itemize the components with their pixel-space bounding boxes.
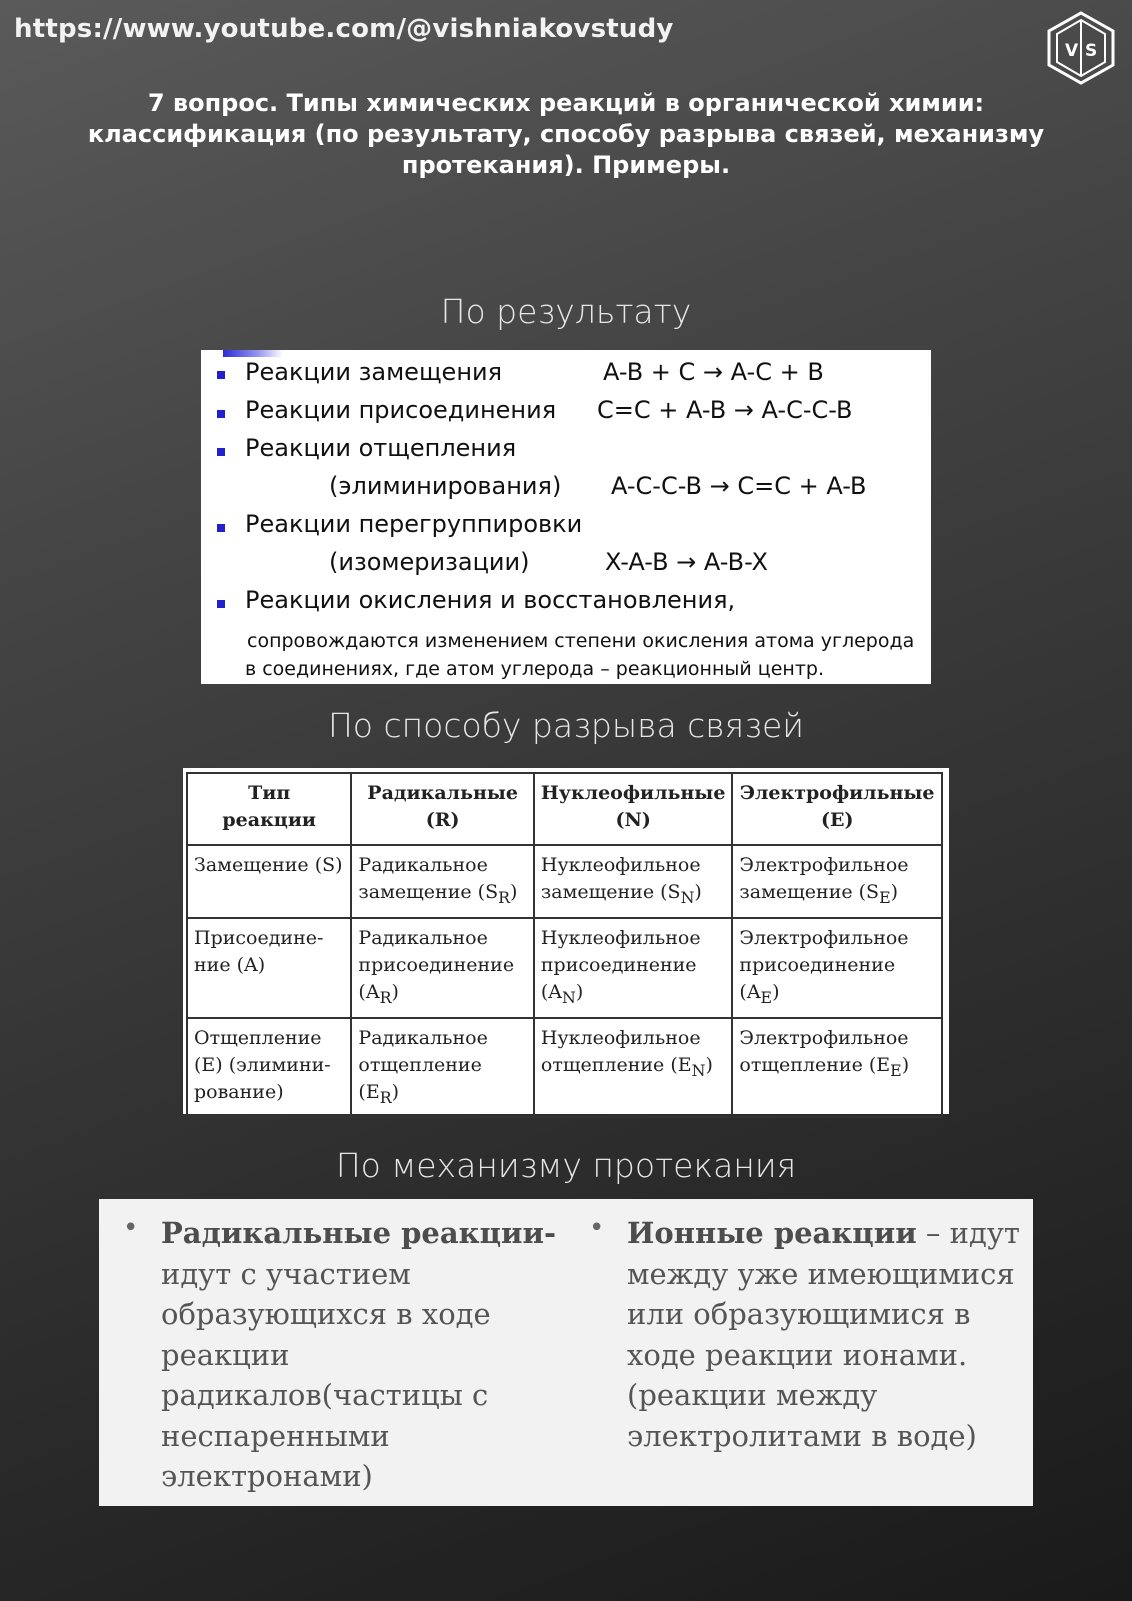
cell-line: ) [705,1053,713,1076]
header-line: Радикальные [367,782,519,804]
title-line: протекания). Примеры. [401,151,731,179]
cell-radical [351,845,533,918]
cell-type [187,845,351,918]
cell-line: отщепление (E [358,1053,482,1103]
header-line: реакции [222,809,317,831]
section-title-bond-breaking: По способу разрыва связей [327,706,805,745]
rearrangement-formula: X-A-B → A-B-X [605,548,768,576]
cell-line: замещение (S [358,881,499,903]
subscript: E [890,1060,902,1080]
radical-line: неспаренными [161,1418,390,1453]
cell-line: ) [901,1053,910,1076]
cell-line: рование) [194,1080,284,1103]
cell-electrophilic [732,1018,942,1118]
header-line: (E) [820,809,854,831]
cell-line: (A [540,980,563,1003]
cell-line: ) [391,1080,400,1103]
cell-line: присоединение [358,953,515,976]
ionic-line: или образующимися в [627,1297,971,1331]
cell-line: отщепление (E [739,1053,891,1076]
radical-line: радикалов(частицы с [161,1378,489,1412]
cell-line: ) [510,881,518,903]
radical-line: реакции [161,1337,290,1372]
header-electrophilic [732,773,942,845]
title-line: классификация (по результату, способу разрыва связей, механизму [87,120,1045,148]
vs-logo-icon [1043,10,1119,86]
bullet-icon [217,410,225,418]
elimination-label: Реакции отщепления [245,434,517,462]
bullet-icon [217,524,225,532]
cell-line: Присоедине- [194,926,324,949]
section-title-result: По результату [440,292,692,331]
bullet-icon: • [123,1213,139,1243]
header-line: Электрофильные [739,782,935,804]
subscript: N [691,1060,706,1080]
ionic-heading-rest: – идут [916,1216,1020,1250]
ionic-line: (реакции между [627,1378,878,1412]
logo-letter-v: V [1065,41,1079,61]
cell-line: (A [739,980,761,1003]
cell-line: ) [772,980,780,1003]
elimination-formula: A-C-C-B → C=C + A-B [611,472,867,500]
cell-line: Нуклеофильное [540,1026,701,1049]
cell-nucleophilic [534,845,733,918]
ionic-line: ходе реакции ионами. [627,1337,968,1372]
header-line: Тип [248,782,291,804]
cell-line: ) [890,881,899,903]
cell-radical [351,1018,533,1118]
cell-radical [351,918,533,1018]
cell-line: отщепление (E [540,1053,692,1076]
redox-note-line: в соединениях, где атом углерода – реакционный центр. [245,658,824,680]
cell-line: Нуклеофильное [540,926,701,949]
cell-electrophilic [732,918,942,1018]
rearrangement-sub: (изомеризации) [329,548,530,576]
reaction-types-table [186,772,943,1118]
subscript: E [879,887,891,907]
radical-heading: Радикальные реакции- [161,1216,557,1250]
table-row [187,1018,942,1118]
rearrangement-label: Реакции перегруппировки [245,510,583,538]
radical-reactions-column [161,1213,561,1497]
subscript: N [562,987,576,1007]
cell-line: Отщепление [194,1026,322,1049]
cell-line: Электрофильное [739,1026,909,1049]
substitution-formula: A-B + C → A-C + B [603,358,824,386]
cell-line: Электрофильное [739,854,909,876]
cell-line: присоединение [739,953,896,976]
cell-type [187,918,351,1018]
cell-type [187,1018,351,1118]
radical-line: электронами) [161,1459,373,1493]
cell-line: ) [575,980,584,1003]
ionic-line: между уже имеющимися [627,1256,1015,1291]
bullet-icon [217,448,225,456]
subscript: R [379,987,392,1007]
cell-line: Радикальное [358,854,488,876]
subscript: R [498,887,511,907]
cell-line: (E) (элимини- [194,1053,331,1076]
title-line: 7 вопрос. Типы химических реакций в органической химии: [147,89,985,117]
channel-url[interactable]: https://www.youtube.com/@vishniakovstudy [14,14,674,44]
cell-line: Нуклеофильное [540,854,701,876]
cell-line: ) [391,980,399,1003]
cell-nucleophilic [534,918,733,1018]
redox-note-line: сопровождаются изменением степени окисления атома углерода [247,630,915,652]
radical-line: идут с участием [161,1256,411,1291]
result-panel [201,350,931,684]
bullet-icon: • [589,1213,605,1243]
cell-line: Радикальное [358,1026,488,1049]
header-line: (N) [615,809,651,831]
cell-line: замещение (S [739,881,880,903]
table-row [187,918,942,1018]
table-row [187,845,942,918]
subscript: E [760,987,773,1007]
ionic-line: электролитами в воде) [627,1418,977,1453]
header-line: (R) [425,809,460,831]
header-nucleophilic [534,773,733,845]
addition-label: Реакции присоединения [245,396,557,424]
page-title [60,88,1072,181]
subscript: N [680,887,695,907]
redox-label: Реакции окисления и восстановления, [245,586,736,614]
cell-line: Электрофильное [739,926,909,949]
elimination-sub: (элиминирования) [329,472,562,500]
header-radical [351,773,533,845]
cell-line: ) [694,881,702,903]
cell-line: ние (A) [194,953,266,976]
bullet-icon [217,600,225,608]
bond-breaking-panel [183,768,949,1114]
addition-formula: C=C + A-B → A-C-C-B [597,396,853,424]
cell-line: присоединение [540,953,697,976]
ionic-heading: Ионные реакции – идут [627,1216,1020,1250]
cell-electrophilic [732,845,942,918]
substitution-label: Реакции замещения [245,358,503,386]
cell-line: (A [358,980,380,1003]
cell-line: Радикальное [358,926,488,949]
radical-line: образующихся в ходе [161,1297,491,1331]
ionic-reactions-column [627,1213,1027,1456]
logo-letter-s: S [1085,41,1098,61]
cell-line: Замещение (S) [194,854,343,876]
table-header-row [187,773,942,845]
header-line: Нуклеофильные [540,782,726,804]
bullet-icon [217,371,225,379]
cell-line: замещение (S [540,881,681,903]
subscript: R [379,1087,392,1107]
decor-bar [223,350,283,357]
cell-nucleophilic [534,1018,733,1118]
mechanism-panel [99,1199,1033,1506]
header-type [187,773,351,845]
section-title-mechanism: По механизму протекания [335,1146,797,1185]
